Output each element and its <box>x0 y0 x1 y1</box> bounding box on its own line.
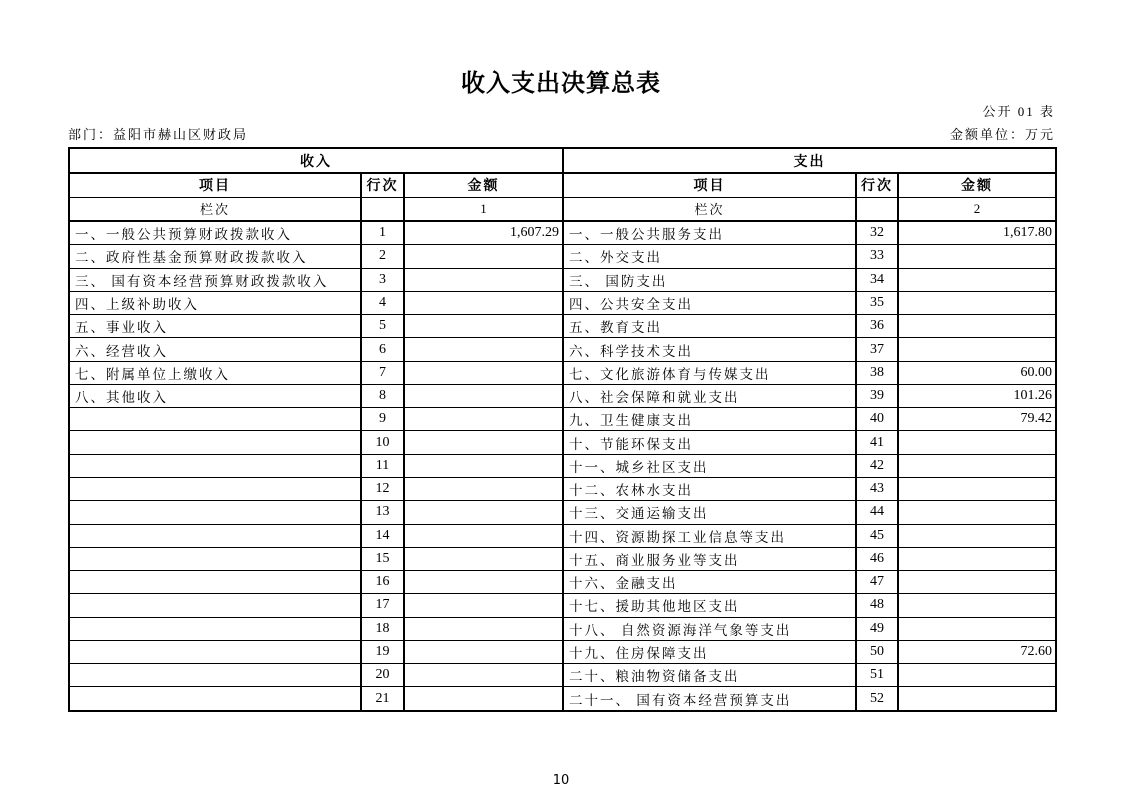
income-amount-cell <box>404 268 563 291</box>
income-line-cell: 9 <box>361 408 404 431</box>
expense-amount-cell <box>898 547 1056 570</box>
expense-line-cell: 48 <box>856 594 898 617</box>
expense-amount-cell: 60.00 <box>898 361 1056 384</box>
expense-item-cell: 八、社会保障和就业支出 <box>563 384 856 407</box>
income-item-cell <box>69 617 361 640</box>
income-item-cell <box>69 571 361 594</box>
expense-item-cell: 十六、金融支出 <box>563 571 856 594</box>
expense-line-cell: 34 <box>856 268 898 291</box>
income-item-cell <box>69 594 361 617</box>
income-amount-cell <box>404 501 563 524</box>
expense-item-cell: 十七、援助其他地区支出 <box>563 594 856 617</box>
expense-line-cell: 33 <box>856 245 898 268</box>
income-amount-cell <box>404 524 563 547</box>
table-row <box>69 477 1056 500</box>
table-row <box>69 640 1056 663</box>
expense-item-cell: 七、文化旅游体育与传媒支出 <box>563 361 856 384</box>
income-line-cell: 5 <box>361 315 404 338</box>
expense-section-header: 支出 <box>563 148 1056 173</box>
expense-item-cell: 十四、资源勘探工业信息等支出 <box>563 524 856 547</box>
income-amount-cell <box>404 594 563 617</box>
table-row <box>69 221 1056 245</box>
income-amount-cell <box>404 361 563 384</box>
expense-amount-cell <box>898 594 1056 617</box>
table-row <box>69 617 1056 640</box>
income-item-cell <box>69 408 361 431</box>
table-row <box>69 547 1056 570</box>
expense-line-cell: 52 <box>856 687 898 711</box>
income-item-cell <box>69 664 361 687</box>
income-line-cell: 13 <box>361 501 404 524</box>
expense-item-cell: 十九、住房保障支出 <box>563 640 856 663</box>
expense-amount-cell <box>898 501 1056 524</box>
income-amount-cell <box>404 431 563 454</box>
income-item-cell: 一、一般公共预算财政拨款收入 <box>69 221 361 245</box>
expense-amount-cell <box>898 524 1056 547</box>
column-index-row <box>69 197 1056 221</box>
income-amount-cell <box>404 338 563 361</box>
page-title: 收入支出决算总表 <box>461 69 661 97</box>
expense-amount-cell <box>898 477 1056 500</box>
table-row <box>69 291 1056 314</box>
income-amount-cell <box>404 547 563 570</box>
expense-item-cell: 二、外交支出 <box>563 245 856 268</box>
expense-amount-cell: 79.42 <box>898 408 1056 431</box>
expense-line-cell: 38 <box>856 361 898 384</box>
expense-amount-cell <box>898 315 1056 338</box>
expense-column-index-label: 栏次 <box>563 197 856 221</box>
income-item-cell <box>69 640 361 663</box>
expense-line-cell: 44 <box>856 501 898 524</box>
income-amount-cell <box>404 408 563 431</box>
income-line-cell: 3 <box>361 268 404 291</box>
expense-item-cell: 六、科学技术支出 <box>563 338 856 361</box>
expense-amount-cell <box>898 617 1056 640</box>
expense-amount-cell: 101.26 <box>898 384 1056 407</box>
expense-line-cell: 50 <box>856 640 898 663</box>
income-section-header: 收入 <box>69 148 563 173</box>
expense-line-index-cell <box>856 197 898 221</box>
income-line-cell: 12 <box>361 477 404 500</box>
table-row <box>69 571 1056 594</box>
expense-line-cell: 47 <box>856 571 898 594</box>
table-row <box>69 408 1056 431</box>
income-item-cell: 六、经营收入 <box>69 338 361 361</box>
income-line-cell: 11 <box>361 454 404 477</box>
income-line-col-header: 行次 <box>361 173 404 197</box>
expense-line-cell: 42 <box>856 454 898 477</box>
table-row <box>69 431 1056 454</box>
income-line-cell: 14 <box>361 524 404 547</box>
income-item-cell <box>69 501 361 524</box>
income-line-cell: 17 <box>361 594 404 617</box>
department-label: 部门：益阳市赫山区财政局 <box>68 127 249 142</box>
expense-amount-cell <box>898 268 1056 291</box>
income-item-cell <box>69 687 361 711</box>
income-amount-cell <box>404 571 563 594</box>
expense-item-col-header: 项目 <box>563 173 856 197</box>
income-amount-cell <box>404 315 563 338</box>
income-column-index-label: 栏次 <box>69 197 361 221</box>
income-amount-cell <box>404 640 563 663</box>
amount-unit-label: 金额单位：万元 <box>949 127 1055 142</box>
income-line-cell: 18 <box>361 617 404 640</box>
expense-amount-cell <box>898 431 1056 454</box>
expense-amount-cell <box>898 338 1056 361</box>
expense-line-cell: 46 <box>856 547 898 570</box>
table-row <box>69 338 1056 361</box>
expense-amount-col-header: 金额 <box>898 173 1056 197</box>
income-amount-cell <box>404 477 563 500</box>
expense-item-cell: 十、节能环保支出 <box>563 431 856 454</box>
form-number-label: 公开 01 表 <box>982 104 1055 119</box>
table-row <box>69 315 1056 338</box>
income-item-cell: 二、政府性基金预算财政拨款收入 <box>69 245 361 268</box>
table-row <box>69 501 1056 524</box>
income-amount-cell <box>404 291 563 314</box>
expense-item-cell: 九、卫生健康支出 <box>563 408 856 431</box>
expense-item-cell: 十三、交通运输支出 <box>563 501 856 524</box>
expense-amount-cell <box>898 571 1056 594</box>
budget-summary-table <box>68 147 1057 712</box>
expense-line-cell: 40 <box>856 408 898 431</box>
expense-amount-cell <box>898 245 1056 268</box>
expense-line-cell: 39 <box>856 384 898 407</box>
income-line-cell: 21 <box>361 687 404 711</box>
income-line-cell: 19 <box>361 640 404 663</box>
income-amount-cell: 1,607.29 <box>404 221 563 245</box>
income-amount-cell <box>404 617 563 640</box>
income-item-cell <box>69 524 361 547</box>
table-row <box>69 454 1056 477</box>
income-line-cell: 8 <box>361 384 404 407</box>
income-item-cell: 四、上级补助收入 <box>69 291 361 314</box>
table-row <box>69 687 1056 711</box>
income-line-cell: 6 <box>361 338 404 361</box>
expense-item-cell: 十一、城乡社区支出 <box>563 454 856 477</box>
expense-item-cell: 四、公共安全支出 <box>563 291 856 314</box>
expense-line-cell: 37 <box>856 338 898 361</box>
income-item-cell <box>69 431 361 454</box>
expense-item-cell: 三、 国防支出 <box>563 268 856 291</box>
table-row <box>69 245 1056 268</box>
income-item-col-header: 项目 <box>69 173 361 197</box>
table-row <box>69 664 1056 687</box>
expense-item-cell: 十八、 自然资源海洋气象等支出 <box>563 617 856 640</box>
expense-line-cell: 49 <box>856 617 898 640</box>
income-item-cell <box>69 454 361 477</box>
income-column-index-number: 1 <box>404 197 563 221</box>
expense-item-cell: 二十、粮油物资储备支出 <box>563 664 856 687</box>
income-item-cell: 八、其他收入 <box>69 384 361 407</box>
expense-item-cell: 十二、农林水支出 <box>563 477 856 500</box>
income-line-index-cell <box>361 197 404 221</box>
meta-row <box>68 124 1055 143</box>
income-amount-cell <box>404 454 563 477</box>
expense-line-col-header: 行次 <box>856 173 898 197</box>
income-amount-cell <box>404 687 563 711</box>
expense-item-cell: 二十一、 国有资本经营预算支出 <box>563 687 856 711</box>
income-item-cell <box>69 477 361 500</box>
expense-item-cell: 十五、商业服务业等支出 <box>563 547 856 570</box>
expense-line-cell: 41 <box>856 431 898 454</box>
column-header-row <box>69 173 1056 197</box>
income-line-cell: 2 <box>361 245 404 268</box>
expense-column-index-number: 2 <box>898 197 1056 221</box>
income-item-cell: 五、事业收入 <box>69 315 361 338</box>
income-line-cell: 7 <box>361 361 404 384</box>
expense-line-cell: 36 <box>856 315 898 338</box>
income-item-cell <box>69 547 361 570</box>
expense-amount-cell <box>898 454 1056 477</box>
income-line-cell: 20 <box>361 664 404 687</box>
expense-amount-cell: 72.60 <box>898 640 1056 663</box>
income-amount-col-header: 金额 <box>404 173 563 197</box>
expense-line-cell: 51 <box>856 664 898 687</box>
income-line-cell: 4 <box>361 291 404 314</box>
table-row <box>69 384 1056 407</box>
income-line-cell: 10 <box>361 431 404 454</box>
income-item-cell: 三、 国有资本经营预算财政拨款收入 <box>69 268 361 291</box>
income-amount-cell <box>404 384 563 407</box>
section-header-row <box>69 148 1056 173</box>
table-row <box>69 594 1056 617</box>
expense-line-cell: 43 <box>856 477 898 500</box>
table-row <box>69 524 1056 547</box>
income-line-cell: 16 <box>361 571 404 594</box>
income-line-cell: 1 <box>361 221 404 245</box>
expense-amount-cell <box>898 291 1056 314</box>
table-body <box>69 221 1056 711</box>
expense-item-cell: 一、一般公共服务支出 <box>563 221 856 245</box>
page-number: 10 <box>552 773 570 788</box>
expense-amount-cell: 1,617.80 <box>898 221 1056 245</box>
income-item-cell: 七、附属单位上缴收入 <box>69 361 361 384</box>
expense-item-cell: 五、教育支出 <box>563 315 856 338</box>
income-line-cell: 15 <box>361 547 404 570</box>
table-row <box>69 268 1056 291</box>
income-amount-cell <box>404 664 563 687</box>
income-amount-cell <box>404 245 563 268</box>
expense-line-cell: 35 <box>856 291 898 314</box>
expense-amount-cell <box>898 687 1056 711</box>
expense-amount-cell <box>898 664 1056 687</box>
expense-line-cell: 32 <box>856 221 898 245</box>
expense-line-cell: 45 <box>856 524 898 547</box>
table-row <box>69 361 1056 384</box>
